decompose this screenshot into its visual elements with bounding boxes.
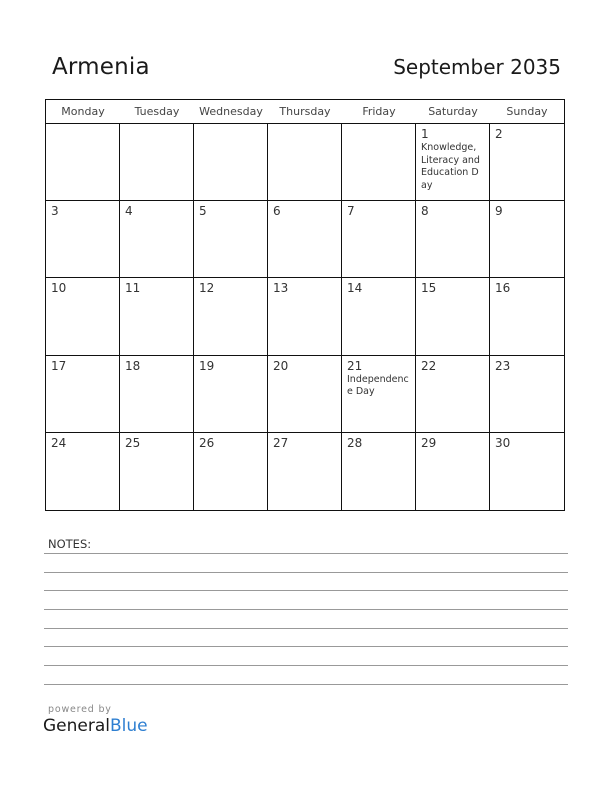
day-number: 18 <box>125 358 141 373</box>
notes-label: NOTES: <box>48 537 92 551</box>
day-number: 8 <box>421 204 429 219</box>
day-cell[interactable] <box>194 356 268 433</box>
weekday-saturday: Saturday <box>428 105 478 118</box>
day-number: 20 <box>273 358 289 373</box>
day-cell[interactable] <box>342 201 416 278</box>
note-line[interactable] <box>44 572 568 573</box>
day-cell[interactable] <box>490 278 564 355</box>
day-cell[interactable] <box>268 201 342 278</box>
day-cell[interactable] <box>490 201 564 278</box>
day-number: 11 <box>125 281 141 296</box>
day-number: 24 <box>51 435 67 450</box>
day-number: 27 <box>273 435 289 450</box>
day-cell[interactable] <box>194 201 268 278</box>
powered-by-text: powered by <box>48 704 112 715</box>
day-number: 15 <box>421 281 437 296</box>
day-cell[interactable] <box>342 124 416 201</box>
calendar-grid <box>45 99 565 511</box>
day-cell[interactable] <box>46 278 120 355</box>
generalblue-logo <box>43 716 148 736</box>
weekday-thursday: Thursday <box>279 105 331 118</box>
day-number: 28 <box>347 435 363 450</box>
day-cell[interactable] <box>46 356 120 433</box>
day-number: 22 <box>421 358 437 373</box>
day-cell[interactable] <box>120 356 194 433</box>
note-line[interactable] <box>44 609 568 610</box>
note-line[interactable] <box>44 628 568 629</box>
day-cell[interactable] <box>120 433 194 510</box>
day-number: 30 <box>495 435 511 450</box>
weekday-sunday: Sunday <box>506 105 548 118</box>
day-cell[interactable] <box>194 433 268 510</box>
day-cell[interactable] <box>342 278 416 355</box>
day-number: 23 <box>495 358 511 373</box>
day-number: 19 <box>199 358 215 373</box>
day-cell[interactable] <box>416 433 490 510</box>
day-cell[interactable] <box>342 433 416 510</box>
day-number: 5 <box>199 204 207 219</box>
weekday-friday: Friday <box>362 105 396 118</box>
month-year-title: September 2035 <box>393 55 561 79</box>
day-cell[interactable] <box>490 356 564 433</box>
day-cell[interactable] <box>120 201 194 278</box>
day-number: 1 <box>421 127 429 141</box>
day-cell[interactable] <box>120 278 194 355</box>
day-cell[interactable] <box>46 433 120 510</box>
weekday-monday: Monday <box>61 105 105 118</box>
day-cell[interactable] <box>268 124 342 201</box>
day-cell[interactable] <box>342 356 416 433</box>
day-cell[interactable] <box>46 124 120 201</box>
day-cell[interactable] <box>194 278 268 355</box>
note-line[interactable] <box>44 553 568 554</box>
day-cell[interactable] <box>194 124 268 201</box>
weekday-tuesday: Tuesday <box>134 105 180 118</box>
day-number: 3 <box>51 204 59 219</box>
day-cell[interactable] <box>490 124 564 201</box>
note-line[interactable] <box>44 665 568 666</box>
day-cells <box>46 124 564 510</box>
day-number: 12 <box>199 281 215 296</box>
day-number: 2 <box>495 127 503 141</box>
day-cell[interactable] <box>268 356 342 433</box>
day-number: 7 <box>347 204 355 219</box>
holiday-label: Independence Day <box>347 373 409 398</box>
weekday-header <box>46 100 564 124</box>
day-cell[interactable] <box>46 201 120 278</box>
day-number: 29 <box>421 435 437 450</box>
day-number: 13 <box>273 281 289 296</box>
day-number: 17 <box>51 358 67 373</box>
day-cell[interactable] <box>416 201 490 278</box>
day-number: 26 <box>199 435 215 450</box>
day-cell[interactable] <box>490 433 564 510</box>
day-cell[interactable] <box>416 124 490 201</box>
day-cell[interactable] <box>120 124 194 201</box>
weekday-wednesday: Wednesday <box>199 105 263 118</box>
note-line[interactable] <box>44 646 568 647</box>
brand-general: General <box>43 716 110 736</box>
day-number: 6 <box>273 204 281 219</box>
day-number: 25 <box>125 435 141 450</box>
day-number: 10 <box>51 281 67 296</box>
day-number: 14 <box>347 281 363 296</box>
holiday-label: Knowledge, Literacy and Education Day <box>421 142 480 191</box>
day-cell[interactable] <box>416 278 490 355</box>
day-number: 4 <box>125 204 133 219</box>
day-number: 9 <box>495 204 503 219</box>
day-cell[interactable] <box>268 278 342 355</box>
day-cell[interactable] <box>268 433 342 510</box>
country-title: Armenia <box>52 54 150 80</box>
note-line[interactable] <box>44 590 568 591</box>
day-number: 16 <box>495 281 511 296</box>
day-number: 21 <box>347 358 363 373</box>
note-line[interactable] <box>44 684 568 685</box>
brand-blue: Blue <box>110 716 148 736</box>
day-cell[interactable] <box>416 356 490 433</box>
